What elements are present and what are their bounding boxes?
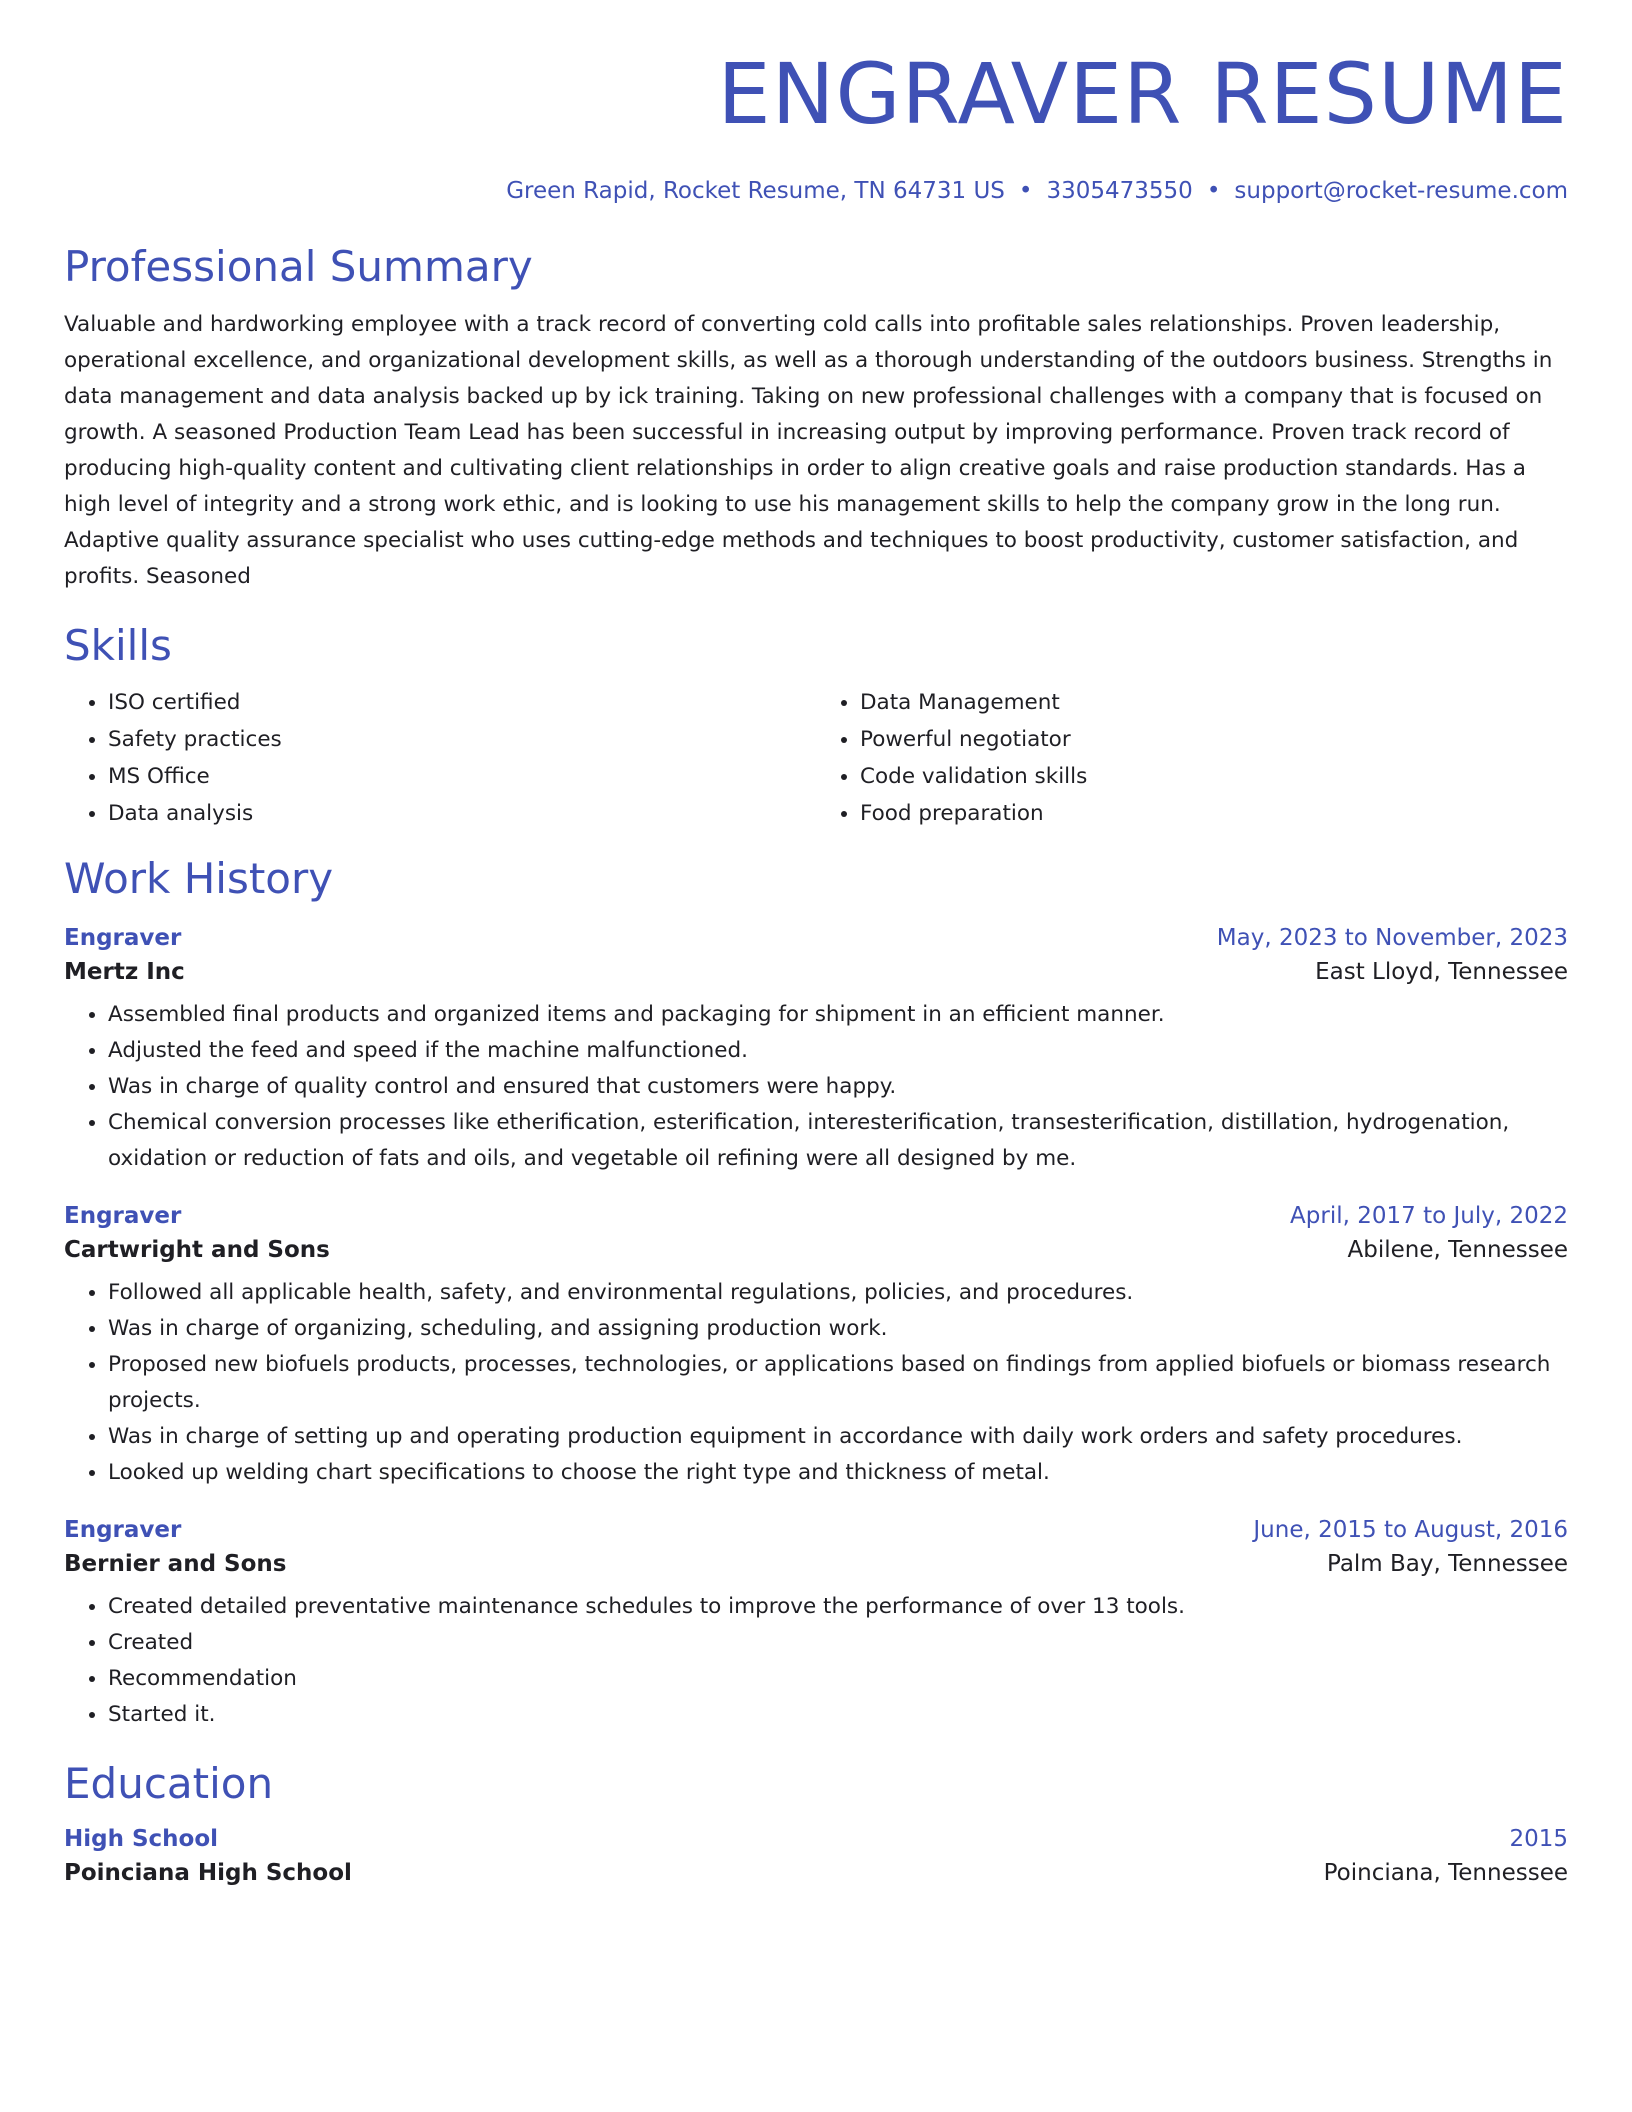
job-bullet: • Assembled final products and organized items and packaging for shipment in an efficient manner. bbox=[108, 997, 1568, 1033]
job-role: Engraver bbox=[64, 925, 182, 951]
job-header-row bbox=[64, 925, 1568, 951]
job-entry bbox=[64, 1517, 1568, 1733]
contact-phone: 3305473550 bbox=[1046, 178, 1193, 204]
skills-list bbox=[64, 684, 1568, 832]
skill-item: • ISO certified bbox=[108, 684, 816, 721]
skill-item: • Powerful negotiator bbox=[860, 721, 1568, 758]
resume-header bbox=[64, 0, 1568, 204]
job-header-row bbox=[64, 1203, 1568, 1229]
job-dates: May, 2023 to November, 2023 bbox=[1216, 925, 1568, 951]
job-entry bbox=[64, 1203, 1568, 1491]
job-bullets bbox=[64, 1275, 1568, 1491]
job-location: Palm Bay, Tennessee bbox=[1326, 1551, 1568, 1577]
job-dates: April, 2017 to July, 2022 bbox=[1290, 1203, 1568, 1229]
job-role: Engraver bbox=[64, 1203, 182, 1229]
job-bullet: • Was in charge of organizing, scheduling, and assigning production work. bbox=[108, 1311, 1568, 1347]
contact-separator: • bbox=[1018, 178, 1033, 204]
job-employer-row bbox=[64, 1551, 1568, 1577]
job-bullet: • Started it. bbox=[108, 1697, 1568, 1733]
contact-email: support@rocket-resume.com bbox=[1234, 178, 1568, 204]
education-entry bbox=[64, 1826, 1568, 1886]
work-history-heading: Work History bbox=[64, 854, 334, 903]
job-employer: Bernier and Sons bbox=[64, 1551, 287, 1577]
job-bullet: • Recommendation bbox=[108, 1661, 1568, 1697]
education-school-row bbox=[64, 1860, 1568, 1886]
education-heading: Education bbox=[64, 1759, 274, 1808]
education-header-row bbox=[64, 1826, 1568, 1852]
contact-address: Green Rapid, Rocket Resume, TN 64731 US bbox=[506, 178, 1005, 204]
job-bullet: • Looked up welding chart specifications to choose the right type and thickness of metal. bbox=[108, 1455, 1568, 1491]
job-location: Abilene, Tennessee bbox=[1347, 1237, 1568, 1263]
job-dates: June, 2015 to August, 2016 bbox=[1253, 1517, 1568, 1543]
job-location: East Lloyd, Tennessee bbox=[1315, 959, 1568, 985]
job-employer: Mertz Inc bbox=[64, 959, 185, 985]
job-bullet: • Was in charge of quality control and ensured that customers were happy. bbox=[108, 1069, 1568, 1105]
job-bullet: • Chemical conversion processes like etherification, esterification, interesterification, transesterification, distillation, hydrogenation, oxidation or reduction of fats and oils, and vegetable oil refining were all designed by me. bbox=[108, 1105, 1568, 1177]
skills-heading: Skills bbox=[64, 621, 172, 670]
skill-item: • Code validation skills bbox=[860, 758, 1568, 795]
skill-item: • Data analysis bbox=[108, 795, 816, 832]
resume-title: ENGRAVER RESUME bbox=[717, 45, 1568, 143]
job-bullet: • Adjusted the feed and speed if the machine malfunctioned. bbox=[108, 1033, 1568, 1069]
education-degree: High School bbox=[64, 1826, 219, 1852]
job-entry bbox=[64, 925, 1568, 1177]
education-location: Poinciana, Tennessee bbox=[1323, 1860, 1568, 1886]
job-bullets bbox=[64, 1589, 1568, 1733]
job-employer: Cartwright and Sons bbox=[64, 1237, 330, 1263]
contact-line bbox=[64, 178, 1568, 204]
skill-item: • Food preparation bbox=[860, 795, 1568, 832]
skill-item: • Safety practices bbox=[108, 721, 816, 758]
skills-column-left bbox=[64, 684, 816, 832]
job-bullet: • Created detailed preventative maintenance schedules to improve the performance of over 13 tools. bbox=[108, 1589, 1568, 1625]
job-header-row bbox=[64, 1517, 1568, 1543]
job-employer-row bbox=[64, 1237, 1568, 1263]
education-year: 2015 bbox=[1509, 1826, 1568, 1852]
job-bullets bbox=[64, 997, 1568, 1177]
contact-separator: • bbox=[1206, 178, 1221, 204]
education-school: Poinciana High School bbox=[64, 1860, 352, 1886]
job-role: Engraver bbox=[64, 1517, 182, 1543]
skill-item: • MS Office bbox=[108, 758, 816, 795]
job-bullet: • Was in charge of setting up and operating production equipment in accordance with daily work orders and safety procedures. bbox=[108, 1419, 1568, 1455]
job-employer-row bbox=[64, 959, 1568, 985]
summary-heading: Professional Summary bbox=[64, 242, 533, 291]
skills-column-right bbox=[816, 684, 1568, 832]
job-bullet: • Followed all applicable health, safety, and environmental regulations, policies, and procedures. bbox=[108, 1275, 1568, 1311]
skill-item: • Data Management bbox=[860, 684, 1568, 721]
summary-text: Valuable and hardworking employee with a track record of converting cold calls into profitable sales relationships. Proven leadership, operational excellence, and organizational development skills, as well as a thorough understanding of the outdoors business. Strengths in data management and data analysis backed up by ick training. Taking on new professional challenges with a company that is focused on growth. A seasoned Production Team Lead has been successful in increasing output by improving performance. Proven track record of producing high-quality content and cultivating client relationships in order to align creative goals and raise production standards. Has a high level of integrity and a strong work ethic, and is looking to use his management skills to help the company grow in the long run. Adaptive quality assurance specialist who uses cutting-edge methods and techniques to boost productivity, customer satisfaction, and profits. Seasoned bbox=[64, 312, 1553, 589]
job-bullet: • Created bbox=[108, 1625, 1568, 1661]
job-bullet: • Proposed new biofuels products, processes, technologies, or applications based on findings from applied biofuels or biomass research projects. bbox=[108, 1347, 1568, 1419]
